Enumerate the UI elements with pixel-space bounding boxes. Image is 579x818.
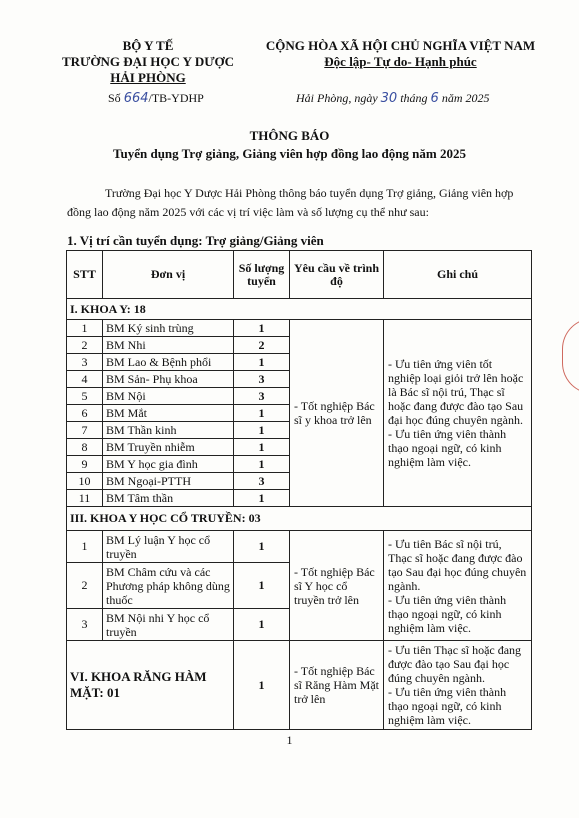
cell-qty: 1 [234, 490, 290, 507]
group-title-rhm: VI. KHOA RĂNG HÀM MẶT: 01 [67, 641, 234, 730]
school-name-line2: HẢI PHÒNG [110, 70, 186, 85]
cell-note-khoa-y [384, 320, 532, 507]
col-unit: Đơn vị [103, 251, 234, 299]
cell-qty: 1 [234, 531, 290, 563]
table-row [67, 531, 532, 563]
cell-qty: 3 [234, 388, 290, 405]
cell-stt: 8 [67, 439, 103, 456]
cell-stt: 10 [67, 473, 103, 490]
cell-stt: 1 [67, 320, 103, 337]
cell-qty: 3 [234, 371, 290, 388]
group-row [67, 507, 532, 531]
col-req: Yêu cầu về trình độ [290, 251, 384, 299]
cell-note-yhct [384, 531, 532, 641]
cell-stt: 9 [67, 456, 103, 473]
cell-stt: 1 [67, 531, 103, 563]
group-title-khoa-y: I. KHOA Y: 18 [67, 299, 532, 320]
document-date [296, 91, 490, 106]
cell-unit: BM Nội [103, 388, 234, 405]
note-text: - Ưu tiên Bác sĩ nội trú, Thạc sĩ hoặc đang được đào tạo Sau đại học đúng chuyên ngành. - Ưu tiên ứng viên thành thạo ngoại ngữ, có kinh nghiệm làm việc. [388, 536, 527, 635]
date-place: Hải Phòng, ngày [296, 91, 378, 105]
cell-stt: 3 [67, 354, 103, 371]
cell-qty: 2 [234, 337, 290, 354]
cell-qty: 1 [234, 439, 290, 456]
cell-stt: 7 [67, 422, 103, 439]
cell-unit: BM Thần kinh [103, 422, 234, 439]
recruitment-table [66, 250, 532, 730]
republic-name: CỘNG HÒA XÃ HỘI CHỦ NGHĨA VIỆT NAM [265, 38, 536, 53]
cell-qty: 1 [234, 456, 290, 473]
cell-stt: 2 [67, 563, 103, 609]
cell-note-rhm [384, 641, 532, 730]
cell-unit: BM Truyền nhiễm [103, 439, 234, 456]
date-month-label: tháng [400, 91, 428, 105]
document-title: THÔNG BÁO [249, 128, 330, 143]
cell-qty: 1 [234, 354, 290, 371]
document-subtitle: Tuyển dụng Trợ giảng, Giảng viên hợp đồng lao động năm 2025 [113, 146, 466, 161]
cell-stt: 5 [67, 388, 103, 405]
ref-suffix: /TB-YDHP [148, 91, 204, 105]
national-motto: Độc lập- Tự do- Hạnh phúc [324, 54, 477, 69]
cell-unit: BM Mắt [103, 405, 234, 422]
cell-stt: 2 [67, 337, 103, 354]
date-month: 6 [430, 91, 439, 106]
cell-unit: BM Ngoại-PTTH [103, 473, 234, 490]
cell-unit: BM Y học gia đình [103, 456, 234, 473]
cell-qty: 1 [234, 405, 290, 422]
col-note: Ghi chú [384, 251, 532, 299]
cell-qty: 3 [234, 473, 290, 490]
document-reference [108, 91, 204, 106]
intro-paragraph: Trường Đại học Y Dược Hải Phòng thông báo tuyển dụng Trợ giảng, Giảng viên hợp đồng lao động năm 2025 với các vị trí việc làm và số lượng cụ thể như sau: [67, 186, 514, 219]
cell-qty: 1 [234, 641, 290, 730]
table-row [67, 320, 532, 337]
col-stt: STT [67, 251, 103, 299]
cell-unit: BM Lý luận Y học cổ truyền [103, 531, 234, 563]
table-row [67, 641, 532, 730]
cell-qty: 1 [234, 422, 290, 439]
table-header-row [67, 251, 532, 299]
cell-stt: 4 [67, 371, 103, 388]
group-row [67, 299, 532, 320]
cell-unit: BM Ký sinh trùng [103, 320, 234, 337]
cell-qty: 1 [234, 320, 290, 337]
issuer-header [58, 38, 238, 86]
date-year: năm 2025 [441, 91, 490, 105]
section-heading: 1. Vị trí cần tuyển dụng: Trợ giảng/Giảng viên [67, 233, 324, 248]
col-qty: Số lượng tuyển [234, 251, 290, 299]
cell-req-khoa-y: - Tốt nghiệp Bác sĩ y khoa trở lên [290, 320, 384, 507]
cell-unit: BM Châm cứu và các Phương pháp không dùng thuốc [103, 563, 234, 609]
cell-unit: BM Lao & Bệnh phổi [103, 354, 234, 371]
cell-qty: 1 [234, 609, 290, 641]
cell-unit: BM Sản- Phụ khoa [103, 371, 234, 388]
cell-qty: 1 [234, 563, 290, 609]
cell-unit: BM Nội nhi Y học cổ truyền [103, 609, 234, 641]
cell-stt: 11 [67, 490, 103, 507]
date-day: 30 [380, 91, 398, 106]
cell-req-rhm: - Tốt nghiệp Bác sĩ Răng Hàm Mặt trở lên [290, 641, 384, 730]
cell-stt: 3 [67, 609, 103, 641]
ref-number: 664 [123, 91, 149, 106]
ref-prefix: Số [108, 91, 121, 105]
note-text: - Ưu tiên ứng viên tốt nghiệp loại giỏi trở lên hoặc là Bác sĩ nội trú, Thạc sĩ hoặc đang được đào tạo Sau đại học đúng chuyên ngành. - Ưu tiên ứng viên thành thạo ngoại ngữ, có kinh nghiệm làm việc. [388, 357, 524, 469]
cell-req-yhct: - Tốt nghiệp Bác sĩ Y học cổ truyền trở lên [290, 531, 384, 641]
national-header [248, 38, 553, 70]
note-text: - Ưu tiên Thạc sĩ hoặc đang được đào tạo Sau đại học đúng chuyên ngành. - Ưu tiên ứng viên thành thạo ngoại ngữ, có kinh nghiệm làm việc. [388, 643, 522, 727]
cell-unit: BM Nhi [103, 337, 234, 354]
red-seal-stamp [562, 318, 579, 394]
group-title-yhct: III. KHOA Y HỌC CỔ TRUYỀN: 03 [67, 507, 532, 531]
ministry-name: BỘ Y TẾ [122, 38, 174, 53]
school-name-line1: TRƯỜNG ĐẠI HỌC Y DƯỢC [61, 54, 235, 69]
page-number: 1 [286, 733, 293, 747]
cell-unit: BM Tâm thần [103, 490, 234, 507]
cell-stt: 6 [67, 405, 103, 422]
